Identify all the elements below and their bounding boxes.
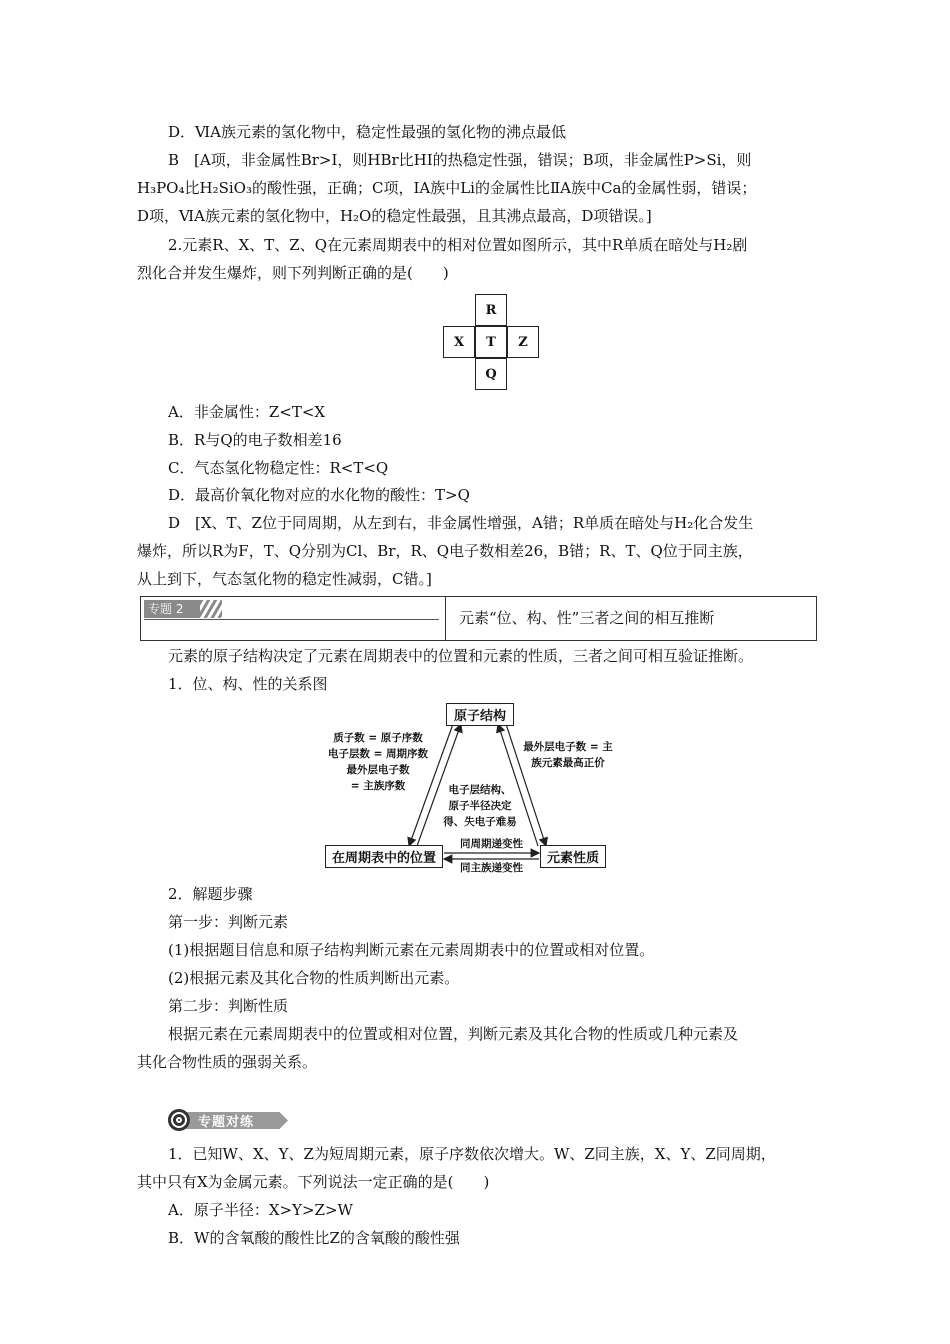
answer-b-explanation-cont: H₃PO₄比H₂SiO₃的酸性强，正确；C项，ⅠA族中Li的金属性比ⅡA族中Ca的金属性弱，错误； <box>137 179 757 197</box>
periodic-position-box: 在周期表中的位置 <box>325 845 443 868</box>
grid-cell-t: T <box>475 326 507 358</box>
grid-cell-r: R <box>475 294 507 326</box>
left-label-group: = 主族序数 <box>350 780 406 792</box>
section-1-heading: 1．位、构、性的关系图 <box>168 675 328 693</box>
grid-cell-z: Z <box>507 326 539 358</box>
center-label-shell: 电子层结构、 <box>448 784 512 796</box>
step-2-heading: 第二步：判断性质 <box>168 997 289 1015</box>
left-label-shell: 电子层数 = 周期序数 <box>327 748 429 760</box>
bottom-label-group: 同主族递变性 <box>460 862 523 874</box>
element-property-box: 元素性质 <box>540 845 606 868</box>
grid-cell-q: Q <box>475 358 507 390</box>
option-b: B．R与Q的电子数相差16 <box>168 431 342 449</box>
practice-option-b: B．W的含氧酸的酸性比Z的含氧酸的酸性强 <box>168 1229 460 1247</box>
bottom-label-period: 同周期递变性 <box>460 838 523 850</box>
grid-cell-x: X <box>443 326 475 358</box>
option-d-line: D．ⅥA族元素的氢化物中，稳定性最强的氢化物的沸点最低 <box>168 123 566 141</box>
atomic-structure-box: 原子结构 <box>446 703 514 726</box>
question-2-stem: 2.元素R、X、T、Z、Q在元素周期表中的相对位置如图所示，其中R单质在暗处与H₂剧 <box>168 236 748 254</box>
step-2-text-cont: 其化合物性质的强弱关系。 <box>137 1053 318 1071</box>
step-1-item-1: (1)根据题目信息和原子结构判断元素在元素周期表中的位置或相对位置。 <box>168 941 655 959</box>
right-label-outer: 最外层电子数 = 主 <box>523 741 613 753</box>
answer-b-explanation-end: D项，ⅥA族元素的氢化物中，H₂O的稳定性最强，且其沸点最高，D项错误。] <box>137 207 652 225</box>
practice-badge <box>168 1109 288 1131</box>
center-label-radius: 原子半径决定 <box>448 800 512 812</box>
intro-paragraph: 元素的原子结构决定了元素在周期表中的位置和元素的性质，三者之间可相互验证推断。 <box>168 647 754 665</box>
practice-question-1-cont: 其中只有X为金属元素。下列说法一定正确的是( ) <box>137 1173 490 1191</box>
practice-option-a: A．原子半径：X>Y>Z>W <box>168 1201 353 1219</box>
answer-d-explanation-end: 从上到下，气态氢化物的稳定性减弱，C错。] <box>137 570 432 588</box>
answer-d-explanation: D [X、T、Z位于同周期，从左到右，非金属性增强，A错；R单质在暗处与H₂化合发生 <box>168 514 754 532</box>
center-label-electrons: 得、失电子难易 <box>443 816 517 828</box>
answer-b-explanation: B [A项，非金属性Br>I，则HBr比HI的热稳定性强，错误；B项，非金属性P>Si，则 <box>168 151 752 169</box>
practice-question-1: 1．已知W、X、Y、Z为短周期元素，原子序数依次增大。W、Z同主族，X、Y、Z同周期， <box>168 1145 776 1163</box>
answer-d-explanation-cont: 爆炸，所以R为F，T、Q分别为Cl、Br，R、Q电子数相差26，B错；R、T、Q位于同主族， <box>137 542 753 560</box>
topic-title: 元素“位、构、性”三者之间的相互推断 <box>459 609 715 627</box>
target-icon <box>168 1109 190 1131</box>
step-1-item-2: (2)根据元素及其化合物的性质判断出元素。 <box>168 969 460 987</box>
left-label-outer: 最外层电子数 <box>346 764 410 776</box>
question-2-stem-cont: 烈化合并发生爆炸，则下列判断正确的是( ) <box>137 264 449 282</box>
practice-title: 专题对练 <box>198 1115 255 1130</box>
section-2-heading: 2．解题步骤 <box>168 885 253 903</box>
step-2-text: 根据元素在元素周期表中的位置或相对位置，判断元素及其化合物的性质或几种元素及 <box>168 1025 739 1043</box>
right-label-valence: 族元素最高正价 <box>531 757 605 769</box>
left-label-proton: 质子数 = 原子序数 <box>333 732 423 744</box>
step-1-heading: 第一步：判断元素 <box>168 913 289 931</box>
topic-tag: 专题 2 <box>144 600 200 618</box>
option-a: A．非金属性：Z<T<X <box>168 403 326 421</box>
option-c: C．气态氢化物稳定性：R<T<Q <box>168 459 389 477</box>
option-d: D．最高价氧化物对应的水化物的酸性：T>Q <box>168 486 470 504</box>
